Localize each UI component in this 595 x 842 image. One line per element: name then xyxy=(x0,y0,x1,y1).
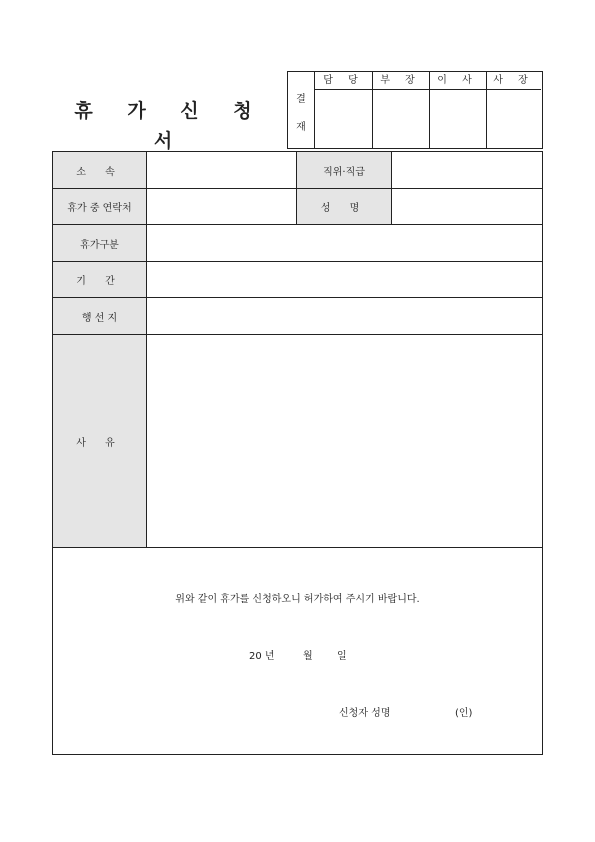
approval-head-director: 이 사 xyxy=(429,72,486,90)
approval-label xyxy=(288,72,315,148)
leave-form xyxy=(52,151,543,755)
approval-head-staff: 담 당 xyxy=(315,72,372,90)
leave-type-field[interactable] xyxy=(147,225,542,262)
reason-field[interactable] xyxy=(147,335,542,548)
date-year: 20 년 xyxy=(249,651,275,662)
approval-head-manager: 부 장 xyxy=(372,72,429,90)
dept-label: 소 속 xyxy=(53,152,147,189)
request-statement: 위와 같이 휴가를 신청하오니 허가하여 주시기 바랍니다. xyxy=(175,594,420,605)
date-day: 일 xyxy=(337,651,347,662)
approval-label-top: 결 xyxy=(296,94,306,105)
period-label: 기 간 xyxy=(53,262,147,298)
destination-label: 행 선 지 xyxy=(53,298,147,335)
document-title: 휴 가 신 청 서 xyxy=(74,100,266,152)
period-field[interactable] xyxy=(147,262,542,298)
reason-label: 사 유 xyxy=(53,335,147,548)
destination-field[interactable] xyxy=(147,298,542,335)
approval-label-bottom: 재 xyxy=(296,122,306,133)
form-footer xyxy=(53,548,542,754)
approval-col-director[interactable] xyxy=(429,72,487,148)
date-month: 월 xyxy=(303,651,313,662)
position-field[interactable] xyxy=(392,152,542,189)
approval-box xyxy=(287,71,543,149)
contact-field[interactable] xyxy=(147,189,297,225)
approval-col-manager[interactable] xyxy=(372,72,430,148)
seal-mark: (인) xyxy=(455,708,473,719)
approval-head-president: 사 장 xyxy=(486,72,541,90)
name-label: 성 명 xyxy=(297,189,392,225)
dept-field[interactable] xyxy=(147,152,297,189)
contact-label: 휴가 중 연락처 xyxy=(53,189,147,225)
applicant-label: 신청자 성명 xyxy=(339,708,391,719)
approval-col-staff[interactable] xyxy=(315,72,373,148)
name-field[interactable] xyxy=(392,189,542,225)
leave-type-label: 휴가구분 xyxy=(53,225,147,262)
position-label: 직위·직급 xyxy=(297,152,392,189)
approval-col-president[interactable] xyxy=(486,72,541,148)
